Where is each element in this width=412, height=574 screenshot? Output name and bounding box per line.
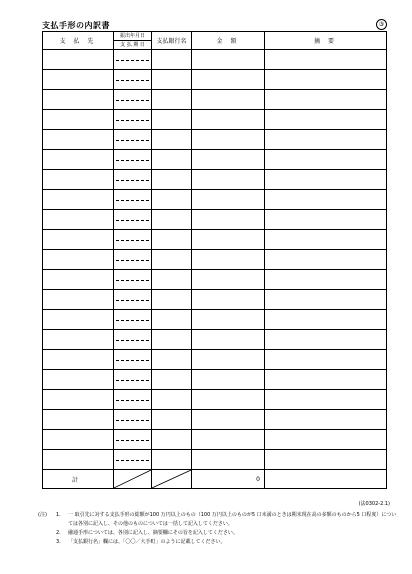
table-row [43, 450, 387, 470]
summary-cell[interactable] [265, 250, 387, 270]
table-row [43, 270, 387, 290]
date-divider [116, 380, 149, 381]
date-cell[interactable] [114, 170, 152, 190]
payee-cell[interactable] [43, 190, 114, 210]
table-row [43, 90, 387, 110]
payee-cell[interactable] [43, 370, 114, 390]
date-cell[interactable] [114, 330, 152, 350]
payee-cell[interactable] [43, 330, 114, 350]
bank-cell[interactable] [152, 230, 192, 250]
date-divider [116, 460, 149, 461]
date-cell[interactable] [114, 150, 152, 170]
header-payee: 支 払 先 [43, 32, 114, 50]
note-number: 3. [56, 539, 61, 545]
payee-cell[interactable] [43, 410, 114, 430]
amount-cell[interactable] [192, 130, 265, 150]
table-row [43, 350, 387, 370]
summary-cell[interactable] [265, 390, 387, 410]
note-item [38, 511, 398, 529]
bank-cell[interactable] [152, 450, 192, 470]
bank-cell[interactable] [152, 110, 192, 130]
amount-cell[interactable] [192, 430, 265, 450]
summary-cell[interactable] [265, 210, 387, 230]
summary-cell[interactable] [265, 190, 387, 210]
date-cell[interactable] [114, 370, 152, 390]
payee-cell[interactable] [43, 130, 114, 150]
bank-cell[interactable] [152, 350, 192, 370]
summary-cell[interactable] [265, 110, 387, 130]
date-divider [116, 280, 149, 281]
date-divider [116, 180, 149, 181]
total-bank-crossed-cell [152, 470, 192, 489]
payee-cell[interactable] [43, 50, 114, 70]
summary-cell[interactable] [265, 310, 387, 330]
summary-cell[interactable] [265, 450, 387, 470]
amount-cell[interactable] [192, 250, 265, 270]
total-date-crossed-cell [114, 470, 152, 489]
date-divider [116, 300, 149, 301]
date-divider [116, 320, 149, 321]
date-cell[interactable] [114, 210, 152, 230]
bank-cell[interactable] [152, 130, 192, 150]
bank-cell[interactable] [152, 310, 192, 330]
bank-cell[interactable] [152, 390, 192, 410]
date-cell[interactable] [114, 230, 152, 250]
summary-cell[interactable] [265, 430, 387, 450]
date-divider [116, 100, 149, 101]
date-cell[interactable] [114, 290, 152, 310]
date-cell[interactable] [114, 110, 152, 130]
date-cell[interactable] [114, 70, 152, 90]
payee-cell[interactable] [43, 90, 114, 110]
payee-cell[interactable] [43, 350, 114, 370]
date-divider [116, 440, 149, 441]
date-divider [116, 120, 149, 121]
payee-cell[interactable] [43, 170, 114, 190]
summary-cell[interactable] [265, 410, 387, 430]
payee-cell[interactable] [43, 250, 114, 270]
date-divider [116, 360, 149, 361]
note-item [38, 529, 398, 538]
date-divider [116, 140, 149, 141]
table-row [43, 50, 387, 70]
summary-cell[interactable] [265, 330, 387, 350]
note-text: 一 取引先に対する支払手形の総額が100 万円以上のもの（100 万円以上のものが5 口未満のときは期末現在高の多額のものから5 口程度）については各別に記入し、その他のものについては一括して記入してください。 [68, 512, 397, 527]
bank-cell[interactable] [152, 370, 192, 390]
date-divider [116, 220, 149, 221]
total-label: 計 [43, 470, 114, 489]
bank-cell[interactable] [152, 290, 192, 310]
amount-cell[interactable] [192, 230, 265, 250]
header-due-date: 支 払 期 日 [120, 42, 145, 48]
bank-cell[interactable] [152, 190, 192, 210]
payee-cell[interactable] [43, 270, 114, 290]
total-summary-cell [265, 470, 387, 489]
payee-cell[interactable] [43, 230, 114, 250]
amount-cell[interactable] [192, 210, 265, 230]
payee-cell[interactable] [43, 70, 114, 90]
payee-cell[interactable] [43, 450, 114, 470]
date-divider [116, 420, 149, 421]
note-text: 「支払銀行名」欄には、「〇〇／大手町」のように記載してください。 [68, 539, 226, 545]
note-text: 融通手形については、各別に記入し、摘要欄にその旨を記入してください。 [68, 530, 238, 536]
header-issue-date: 振出年月日 [114, 32, 151, 41]
bank-cell[interactable] [152, 250, 192, 270]
table-row [43, 430, 387, 450]
header-amount: 金 額 [192, 32, 265, 50]
table-row [43, 250, 387, 270]
summary-cell[interactable] [265, 230, 387, 250]
bank-cell[interactable] [152, 90, 192, 110]
summary-cell[interactable] [265, 150, 387, 170]
date-cell[interactable] [114, 450, 152, 470]
table-row [43, 370, 387, 390]
diagonal-line-icon [152, 470, 191, 488]
payable-notes-table [42, 31, 387, 489]
payee-cell[interactable] [43, 210, 114, 230]
note-number: 1. [56, 512, 61, 518]
bank-cell[interactable] [152, 210, 192, 230]
header-bank: 支払銀行名 [152, 32, 192, 50]
table-row [43, 170, 387, 190]
summary-cell[interactable] [265, 290, 387, 310]
amount-cell[interactable] [192, 170, 265, 190]
page-title: 支払手形の内訳書 [42, 21, 110, 30]
date-divider [116, 240, 149, 241]
header-dates [114, 32, 152, 50]
payee-cell[interactable] [43, 390, 114, 410]
summary-cell[interactable] [265, 90, 387, 110]
header-row [43, 32, 387, 50]
date-divider [116, 60, 149, 61]
bank-cell[interactable] [152, 170, 192, 190]
date-cell[interactable] [114, 410, 152, 430]
table-row [43, 130, 387, 150]
amount-cell[interactable] [192, 370, 265, 390]
bank-cell[interactable] [152, 150, 192, 170]
payee-cell[interactable] [43, 430, 114, 450]
amount-cell[interactable] [192, 350, 265, 370]
date-cell[interactable] [114, 430, 152, 450]
date-cell[interactable] [114, 130, 152, 150]
summary-cell[interactable] [265, 170, 387, 190]
table-row [43, 150, 387, 170]
notes-lead: (注) [38, 512, 47, 518]
summary-cell[interactable] [265, 50, 387, 70]
payee-cell[interactable] [43, 110, 114, 130]
amount-cell[interactable] [192, 310, 265, 330]
amount-cell[interactable] [192, 410, 265, 430]
summary-cell[interactable] [265, 70, 387, 90]
date-cell[interactable] [114, 50, 152, 70]
table-row [43, 70, 387, 90]
amount-cell[interactable] [192, 270, 265, 290]
date-cell[interactable] [114, 390, 152, 410]
amount-cell[interactable] [192, 330, 265, 350]
summary-cell[interactable] [265, 130, 387, 150]
total-row [43, 470, 387, 489]
table-row [43, 390, 387, 410]
table-row [43, 310, 387, 330]
page-number-mark: ③ [376, 19, 387, 30]
diagonal-line-icon [114, 470, 151, 488]
amount-cell[interactable] [192, 290, 265, 310]
bank-cell[interactable] [152, 70, 192, 90]
date-divider [116, 260, 149, 261]
date-divider [116, 200, 149, 201]
note-number: 2. [56, 530, 61, 536]
note-item [38, 538, 398, 547]
table-row [43, 230, 387, 250]
bank-cell[interactable] [152, 50, 192, 70]
header-summary: 摘 要 [265, 32, 387, 50]
amount-cell[interactable] [192, 450, 265, 470]
table-row [43, 290, 387, 310]
date-divider [116, 160, 149, 161]
date-cell[interactable] [114, 250, 152, 270]
amount-cell[interactable] [192, 110, 265, 130]
amount-cell[interactable] [192, 190, 265, 210]
form-code: (法0302-2.1) [358, 501, 390, 507]
date-cell[interactable] [114, 350, 152, 370]
summary-cell[interactable] [265, 350, 387, 370]
table-row [43, 410, 387, 430]
date-cell[interactable] [114, 310, 152, 330]
date-cell[interactable] [114, 190, 152, 210]
date-divider [116, 400, 149, 401]
date-divider [116, 80, 149, 81]
amount-cell[interactable] [192, 50, 265, 70]
amount-cell[interactable] [192, 150, 265, 170]
notes-section [38, 511, 398, 547]
amount-cell[interactable] [192, 70, 265, 90]
payee-cell[interactable] [43, 290, 114, 310]
bank-cell[interactable] [152, 270, 192, 290]
table-row [43, 110, 387, 130]
table-row [43, 190, 387, 210]
summary-cell[interactable] [265, 270, 387, 290]
payee-cell[interactable] [43, 150, 114, 170]
payee-cell[interactable] [43, 310, 114, 330]
amount-cell[interactable] [192, 90, 265, 110]
table-row [43, 210, 387, 230]
bank-cell[interactable] [152, 330, 192, 350]
date-cell[interactable] [114, 270, 152, 290]
table-row [43, 330, 387, 350]
summary-cell[interactable] [265, 370, 387, 390]
bank-cell[interactable] [152, 410, 192, 430]
bank-cell[interactable] [152, 430, 192, 450]
date-cell[interactable] [114, 90, 152, 110]
total-amount: 0 [192, 470, 265, 489]
date-divider [116, 340, 149, 341]
amount-cell[interactable] [192, 390, 265, 410]
